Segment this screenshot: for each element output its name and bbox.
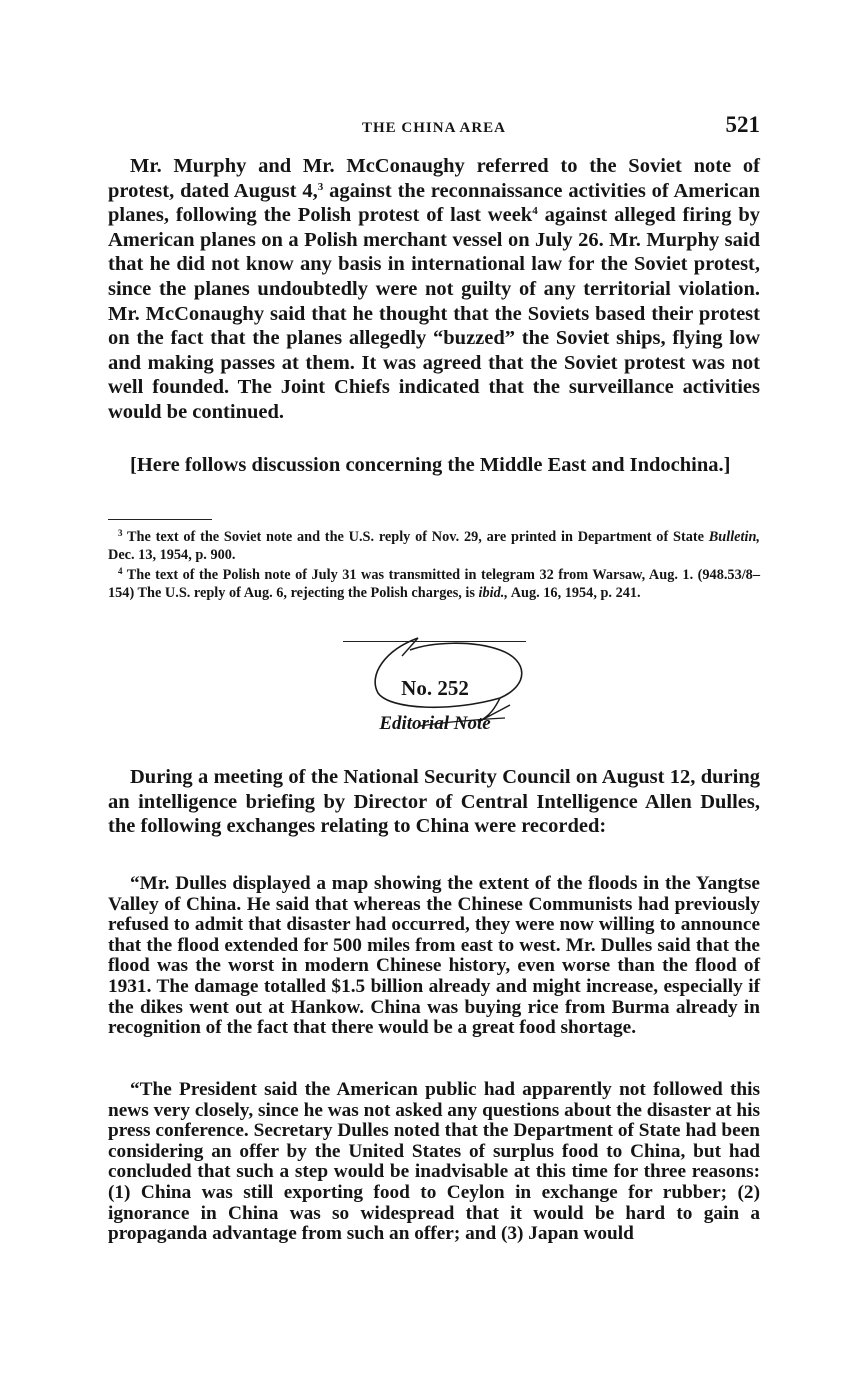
running-head: THE CHINA AREA xyxy=(361,120,507,136)
page-header xyxy=(108,112,760,142)
footnote-mark: 3 xyxy=(118,528,123,538)
paragraph-text: against alleged firing by American planes on a Polish merchant vessel on July 26. Mr. Murphy said that he did not know any basis in international law for the Soviet protest, since the planes undoubtedly were not guilty of any territorial violation. Mr. McConaughy said that he thought that the Soviets based their protest on the fact that the planes allegedly “buzzed” the Soviet ships, flying low and making passes at them. It was agreed that the Soviet protest was not well founded. The Joint Chiefs indicated that the surveillance activities would be continued. xyxy=(108,204,760,423)
footnote-divider xyxy=(108,519,212,520)
page-number: 521 xyxy=(725,112,760,137)
quoted-paragraph-president: “The President said the American public had apparently not followed this news very closely, since he was not asked any questions about the disaster at his press conference. Secretary Dulles noted that the Department of State had been considering an offer by the United States of surplus food to China, but had concluded that such a step would be inadvisable at this time for three reasons: (1) China was still exporting food to Ceylon in exchange for rubber; (2) ignorance in China was so widespread that it would be hard to gain a propaganda advantage from such an offer; and (3) Japan would xyxy=(108,1079,760,1245)
footnote-3 xyxy=(108,528,760,564)
document-subtitle: Editorial Note xyxy=(379,713,491,734)
footnote-mark: 4 xyxy=(118,566,123,576)
document-number: No. 252 xyxy=(401,676,469,700)
body-paragraph-soviet-protest xyxy=(108,154,760,425)
footnote-text: The text of the Soviet note and the U.S. reply of Nov. 29, are printed in Department of State xyxy=(127,529,709,545)
footnote-ibid: ibid., xyxy=(478,585,508,601)
paragraph-text: Mr. Murphy and Mr. McConaughy referred to the Soviet note of protest, dated August 4, xyxy=(108,155,760,202)
footnote-text: The text of the Polish note of July 31 was transmitted in telegram 32 from Warsaw, Aug. 1. (948.53/8–154) The U.S. reply of Aug. 6, rejecting the Polish charges, is xyxy=(108,567,760,601)
footnote-ref-4[interactable]: 4 xyxy=(532,205,538,218)
footnote-text: Aug. 16, 1954, p. 241. xyxy=(507,585,641,601)
editorial-intro-paragraph: During a meeting of the National Security Council on August 12, during an intelligence briefing by Director of Central Intelligence Allen Dulles, the following exchanges relating to China were recorded: xyxy=(108,766,760,838)
body-paragraph-editorial-omission: [Here follows discussion concerning the Middle East and Indochina.] xyxy=(130,454,731,476)
quoted-paragraph-floods: “Mr. Dulles displayed a map showing the extent of the floods in the Yangtse Valley of China. He said that whereas the Chinese Communists had previously refused to admit that disaster had occurred, they were now willing to announce that the flood extended for 500 miles from east to west. Mr. Dulles said that the flood was the worst in modern Chinese history, even worse than the flood of 1931. The damage totalled $1.5 billion already and might increase, especially if the dikes went out at Hankow. China was buying rice from Burma already in recognition of the fact that there would be a great food shortage. xyxy=(108,873,760,1039)
footnote-text: Dec. 13, 1954, p. 900. xyxy=(108,547,236,563)
footnote-ref-3[interactable]: 3 xyxy=(317,180,324,193)
paragraph-text: against the reconnaissance activities of American planes, following the Polish protest of last week xyxy=(108,179,760,227)
footnote-publication: Bulletin, xyxy=(708,529,760,545)
footnote-4 xyxy=(108,566,760,602)
